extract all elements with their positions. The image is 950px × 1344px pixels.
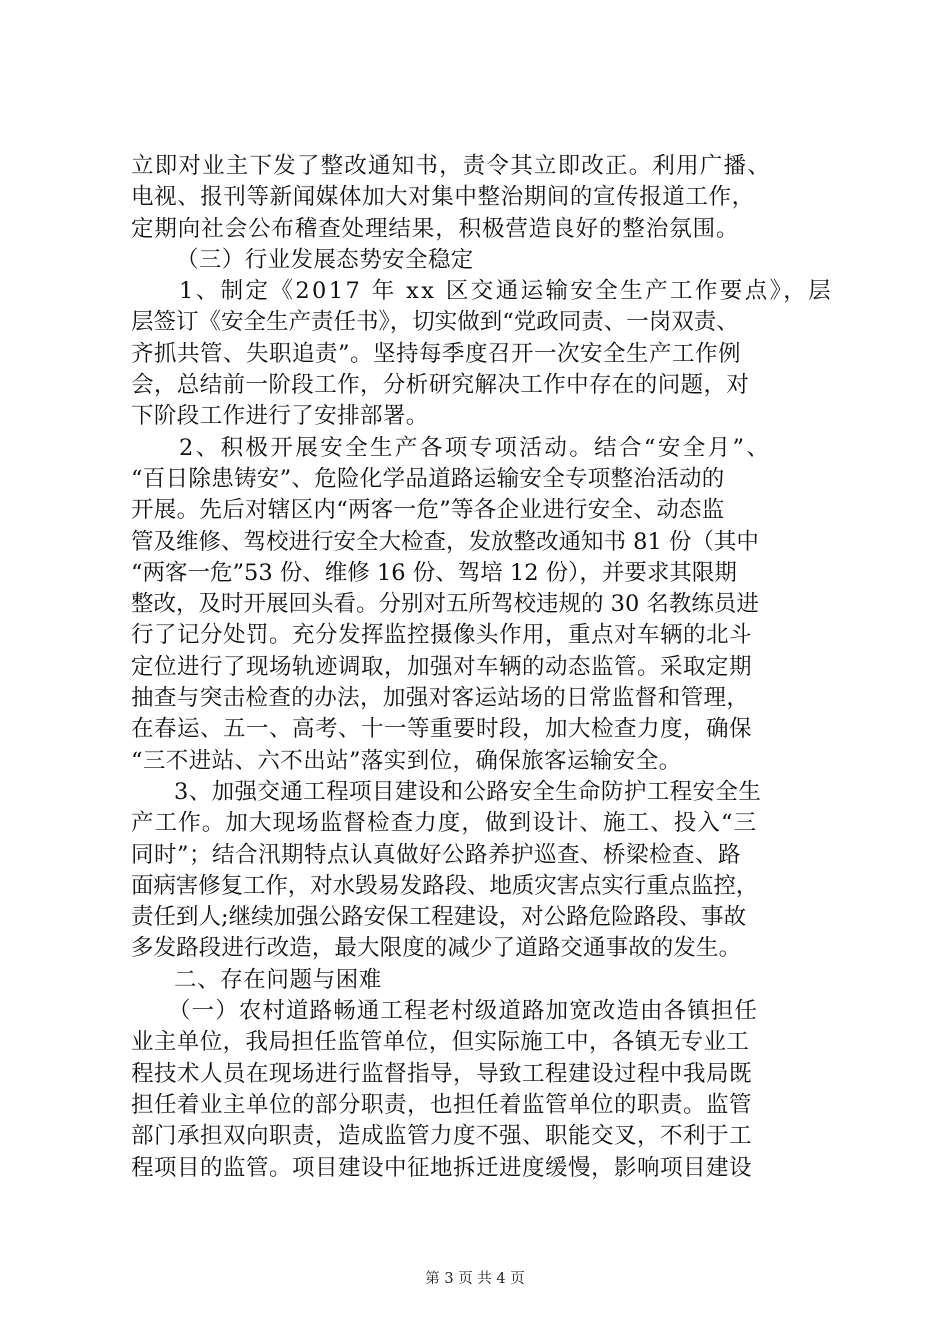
text-line: “两客一危”53 份、维修 16 份、驾培 12 份），并要求其限期 <box>131 559 737 586</box>
text-line: 会，总结前一阶段工作，分析研究解决工作中存在的问题，对 <box>131 372 750 399</box>
text-line: 程技术人员在现场进行监督指导，导致工程建设过程中我局既 <box>131 1060 753 1087</box>
text-line: 2、积极开展安全生产各项专项活动。结合“安全月”、 <box>179 434 772 461</box>
text-line: 抽查与突击检查的办法，加强对客运站场的日常监督和管理， <box>131 685 750 712</box>
text-line: （三）行业发展态势安全稳定 <box>176 246 474 273</box>
text-line: 下阶段工作进行了安排部署。 <box>131 403 429 430</box>
text-line: 业主单位，我局担任监管单位，但实际施工中，各镇无专业工 <box>131 1029 750 1056</box>
text-line: 产工作。加大现场监督检查力度，做到设计、施工、投入“三 <box>131 810 758 837</box>
text-line: 在春运、五一、高考、十一等重要时段，加大检查力度，确保 <box>131 716 753 743</box>
text-line: 行了记分处罚。充分发挥监控摄像头作用，重点对车辆的北斗 <box>131 622 753 649</box>
text-line: 同时”；结合汛期特点认真做好公路养护巡查、桥梁检查、路 <box>131 841 742 868</box>
text-line: “百日除患铸安”、危险化学品道路运输安全专项整治活动的 <box>131 465 725 492</box>
text-line: 层签订《安全生产责任书》，切实做到“党政同责、一岗双责、 <box>131 309 739 336</box>
text-line: 整改，及时开展回头看。分别对五所驾校违规的 30 名教练员进 <box>131 591 759 618</box>
text-line: “三不进站、六不出站”落实到位，确保旅客运输安全。 <box>131 747 682 774</box>
text-line: 部门承担双向职责，造成监管力度不强、职能交叉，不利于工 <box>131 1123 753 1150</box>
text-line: 管及维修、驾校进行安全大检查，发放整改通知书 81 份（其中 <box>131 528 759 555</box>
text-line: 责任到人;继续加强公路安保工程建设，对公路危险路段、事故 <box>131 904 747 931</box>
text-line: 二、存在问题与困难 <box>174 966 382 993</box>
text-line: （一）农村道路畅通工程老村级道路加宽改造由各镇担任 <box>168 998 759 1025</box>
text-line: 立即对业主下发了整改通知书，责令其立即改正。利用广播、 <box>131 153 771 179</box>
text-line: 齐抓共管、失职追责”。坚持每季度召开一次安全生产工作例 <box>131 340 742 367</box>
text-line: 3、加强交通工程项目建设和公路安全生命防护工程安全生 <box>174 778 762 805</box>
text-line: 1、制定《2017 年 xx 区交通运输安全生产工作要点》，层 <box>179 278 834 305</box>
text-line: 开展。先后对辖区内“两客一危”等各企业进行安全、动态监 <box>131 497 725 524</box>
text-line: 面病害修复工作，对水毁易发路段、地质灾害点实行重点监控， <box>131 872 759 899</box>
text-line: 多发路段进行改造，最大限度的减少了道路交通事故的发生。 <box>131 935 742 962</box>
text-line: 电视、报刊等新闻媒体加大对集中整治期间的宣传报道工作， <box>131 184 755 211</box>
text-line: 程项目的监管。项目建设中征地拆迁进度缓慢，影响项目建设 <box>131 1154 753 1181</box>
page-footer: 第 3 页 共 4 页 <box>425 1271 525 1287</box>
text-line: 定位进行了现场轨迹调取，加强对车辆的动态监管。采取定期 <box>131 653 753 680</box>
text-line: 担任着业主单位的部分职责，也担任着监管单位的职责。监管 <box>131 1091 753 1118</box>
body-text <box>131 151 843 1184</box>
text-line: 定期向社会公布稽查处理结果，积极营造良好的整治氛围。 <box>131 215 740 242</box>
